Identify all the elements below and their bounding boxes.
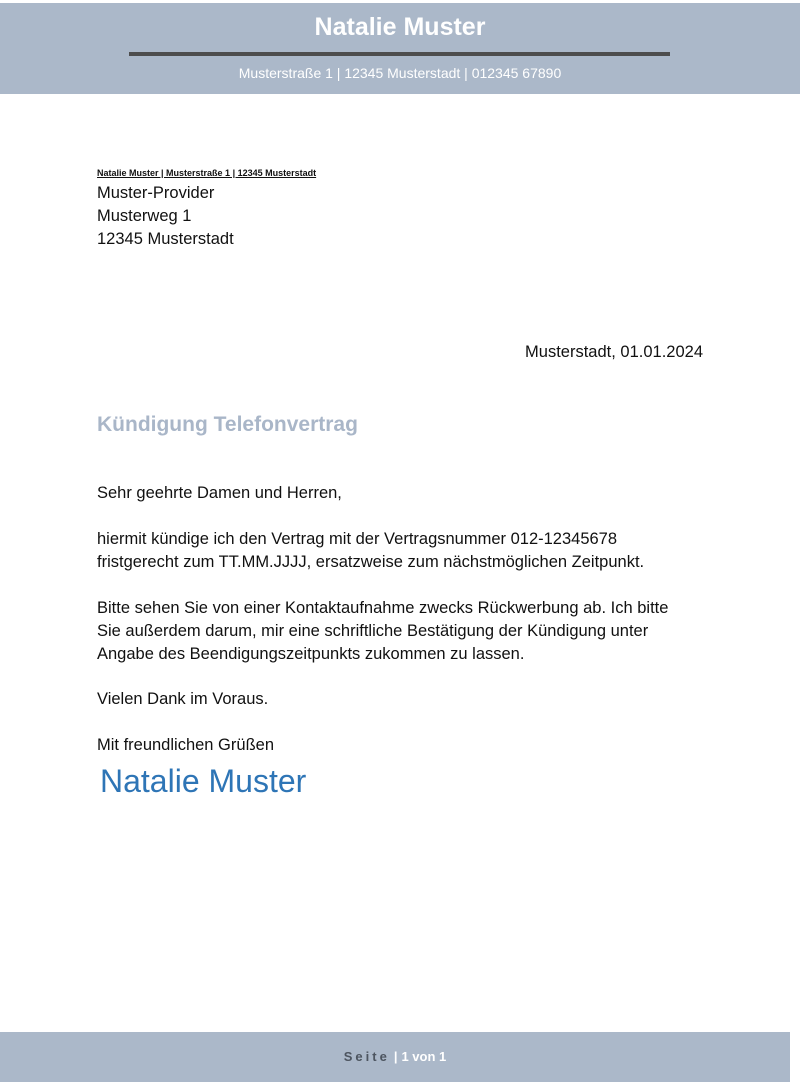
- letter-subject: Kündigung Telefonvertrag: [97, 413, 358, 436]
- salutation: [97, 482, 717, 505]
- closing-text: Mit freundlichen Grüßen: [97, 736, 274, 754]
- paragraph-1: [97, 528, 717, 574]
- page-indicator: [0, 1049, 790, 1064]
- thanks: [97, 688, 717, 711]
- paragraph-2-line-1: Bitte sehen Sie von einer Kontaktaufnahme zwecks Rückwerbung ab. Ich bitte: [97, 599, 669, 617]
- letterhead-name: Natalie Muster: [314, 13, 486, 41]
- page-footer: [0, 1032, 790, 1082]
- paragraph-1-line-2: fristgerecht zum TT.MM.JJJJ, ersatzweise zum nächstmöglichen Zeitpunkt.: [97, 553, 645, 571]
- letterhead-divider: [129, 52, 670, 56]
- paragraph-1-line-1: hiermit kündige ich den Vertrag mit der Vertragsnummer 012-12345678: [97, 530, 618, 548]
- recipient-name: Muster-Provider: [97, 184, 215, 202]
- letter-date: Musterstadt, 01.01.2024: [525, 343, 703, 361]
- paragraph-2: [97, 597, 717, 666]
- salutation-text: Sehr geehrte Damen und Herren,: [97, 484, 342, 502]
- page-number: 1 von 1: [401, 1049, 447, 1064]
- thanks-text: Vielen Dank im Voraus.: [97, 690, 269, 708]
- letterhead: [0, 3, 800, 94]
- signature: Natalie Muster: [100, 763, 307, 799]
- recipient-city: 12345 Musterstadt: [97, 230, 234, 248]
- page-separator: |: [393, 1049, 398, 1064]
- paragraph-2-line-2: Sie außerdem darum, mir eine schriftliche Bestätigung der Kündigung unter: [97, 622, 649, 640]
- page-label: Seite: [343, 1049, 390, 1064]
- paragraph-2-line-3: Angabe des Beendigungszeitpunkts zukommen zu lassen.: [97, 645, 525, 663]
- recipient-street: Musterweg 1: [97, 207, 192, 225]
- closing: [97, 734, 717, 757]
- sender-return-line: Natalie Muster | Musterstraße 1 | 12345 Musterstadt: [97, 168, 317, 178]
- recipient-address: [97, 182, 234, 251]
- letterhead-address: Musterstraße 1 | 12345 Musterstadt | 012345 67890: [238, 65, 562, 81]
